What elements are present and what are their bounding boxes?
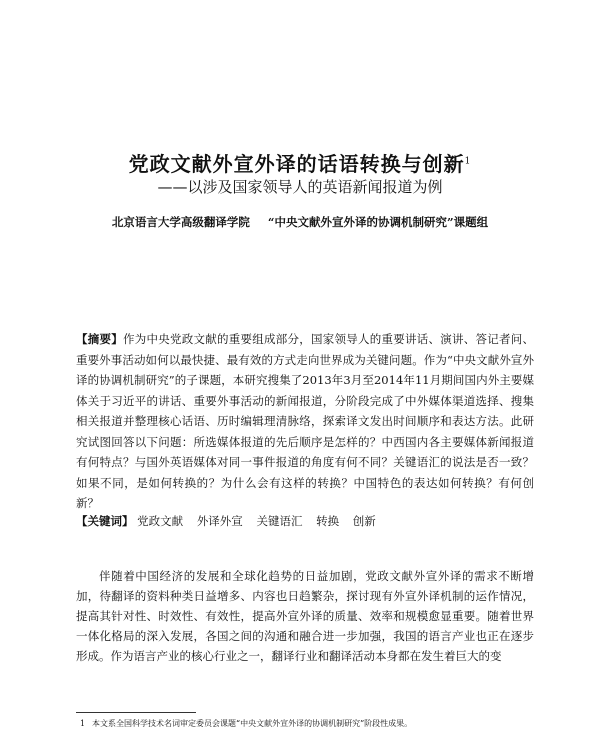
keywords-block — [76, 511, 534, 531]
body-paragraph: 伴随着中国经济的发展和全球化趋势的日益加剧，党政文献外宣外译的需求不断增加，待翻译的资料种类日益增多、内容也日趋繁杂，探讨现有外宣外译机制的运作情况，提高其针对性、时效性、有效性，提高外宣外译的质量、效率和规模愈显重要。随着世界一体化格局的深入发展，各国之间的沟通和融合进一步加强，我国的语言产业也正在逐步形成。作为语言产业的核心行业之一，翻译行业和翻译活动本身都在发生着巨大的变 — [76, 569, 534, 663]
keyword-item: 创新 — [352, 514, 376, 528]
abstract-text: 作为中央党政文献的重要组成部分，国家领导人的重要讲话、演讲、答记者问、重要外事活动如何以最快捷、最有效的方式走向世界成为关键问题。作为“中央文献外宣外译的协调机制研究”的子课题，本研究搜集了2013年3月至2014年11月期间国内外主要媒体关于习近平的讲话、重要外事活动的新闻报道，分阶段完成了中外媒体渠道选择、搜集相关报道并整理核心话语、历时编辑理清脉络，探索译文发出时间顺序和表达方法。此研究试图回答以下问题：所选媒体报道的先后顺序是怎样的？中西国内各主要媒体新闻报道有何特点？与国外英语媒体对同一事件报道的角度有何不同？关键语汇的说法是否一致？如果不同，是如何转换的？为什么会有这样的转换？中国特色的表达如何转换？有何创新？ — [76, 332, 534, 510]
paper-subtitle: ——以涉及国家领导人的英语新闻报道为例 — [157, 178, 443, 196]
abstract-label: 【摘要】 — [76, 332, 123, 346]
footnote-number: 1 — [80, 719, 86, 728]
title-text: 党政文献外宣外译的话语转换与创新 — [128, 152, 465, 176]
keywords-label: 【关键词】 — [76, 514, 134, 528]
keyword-item: 外译外宣 — [196, 514, 243, 528]
footnote-divider — [76, 712, 196, 713]
abstract-block — [76, 329, 534, 514]
keyword-item: 转换 — [316, 514, 340, 528]
author-institution: 北京语言大学高级翻译学院 — [111, 215, 250, 229]
footnote-text: 本文系全国科学技术名词审定委员会课题“中央文献外宣外译的协调机制研究”阶段性成果。 — [92, 719, 413, 728]
keyword-item: 党政文献 — [137, 514, 184, 528]
author-group: “中央文献外宣外译的协调机制研究”课题组 — [267, 215, 489, 229]
footnote — [80, 718, 540, 729]
paper-title — [0, 148, 600, 177]
title-footnote-marker: 1 — [464, 156, 472, 167]
author-line — [0, 214, 600, 230]
keyword-item: 关键语汇 — [256, 514, 303, 528]
